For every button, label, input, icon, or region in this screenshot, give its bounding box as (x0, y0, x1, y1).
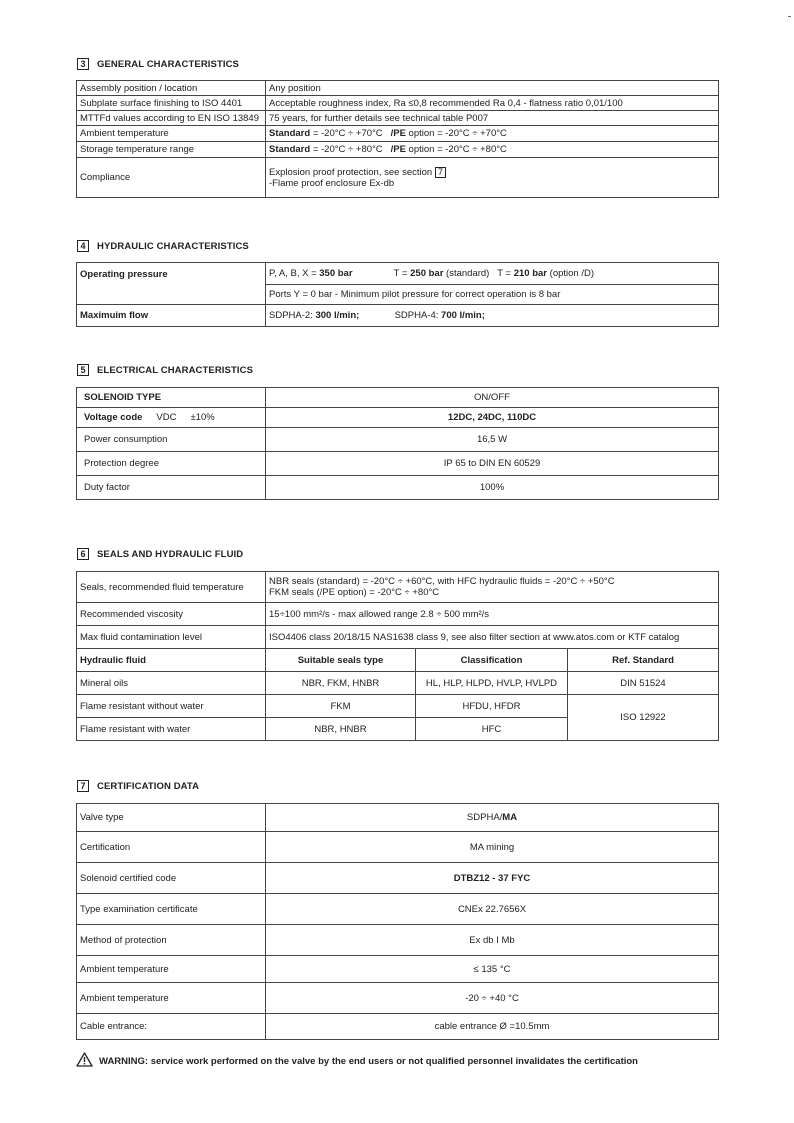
row-value (266, 263, 719, 285)
classification-cell: HFC (416, 718, 568, 741)
table-row (77, 452, 719, 476)
voltage-unit: VDC (156, 412, 177, 423)
table-row (77, 388, 719, 408)
table-header-row (77, 649, 719, 672)
t-note: (option /D) (547, 268, 595, 279)
row-value: 12DC, 24DC, 110DC (266, 408, 719, 428)
hydraulic-characteristics-table (76, 262, 719, 327)
seals-cell: NBR, FKM, HNBR (266, 672, 416, 695)
column-header: Ref. Standard (568, 649, 719, 672)
classification-cell: HFDU, HFDR (416, 695, 568, 718)
row-label: Ambient temperature (77, 956, 266, 983)
ports-label: P, A, B, X = (269, 268, 320, 279)
section-number: 6 (77, 548, 89, 560)
flow-model: SDPHA-4: (394, 310, 442, 321)
row-label: Recommended viscosity (77, 603, 266, 626)
row-label: Cable entrance: (77, 1014, 266, 1040)
column-header: Hydraulic fluid (77, 649, 266, 672)
row-label: Storage temperature range (77, 142, 266, 158)
row-label: Assembly position / location (77, 81, 266, 96)
table-row (77, 111, 719, 126)
pe-value: option = -20°C ÷ +70°C (405, 128, 507, 139)
row-label: Ambient temperature (77, 126, 266, 142)
compliance-line-2: -Flame proof enclosure Ex-db (269, 177, 395, 189)
electrical-characteristics-table (76, 387, 719, 500)
flow-model: SDPHA-2: (269, 310, 316, 321)
table-row (77, 263, 719, 285)
section-title: SEALS AND HYDRAULIC FLUID (97, 548, 244, 560)
ports-value: 350 bar (319, 268, 353, 279)
row-label: Compliance (77, 158, 266, 198)
table-row (77, 832, 719, 863)
seals-cell: NBR, HNBR (266, 718, 416, 741)
fluid-cell: Flame resistant without water (77, 695, 266, 718)
row-label: Ambient temperature (77, 983, 266, 1014)
row-value: -20 ÷ +40 °C (266, 983, 719, 1014)
standard-cell: ISO 12922 (568, 695, 719, 741)
section-number: 4 (77, 240, 89, 252)
section-title: HYDRAULIC CHARACTERISTICS (97, 240, 249, 252)
table-row (77, 672, 719, 695)
table-row (77, 428, 719, 452)
row-value: DTBZ12 - 37 FYC (266, 863, 719, 894)
row-value: ≤ 135 °C (266, 956, 719, 983)
section-number: 7 (77, 780, 89, 792)
section-title: GENERAL CHARACTERISTICS (97, 58, 239, 70)
row-value: 100% (266, 476, 719, 500)
flow-value: 300 l/min; (315, 310, 360, 321)
row-value (266, 804, 719, 832)
table-row (77, 956, 719, 983)
row-value: 75 years, for further details see technical table P007 (266, 111, 719, 126)
voltage-tolerance: ±10% (190, 412, 215, 423)
compliance-line-1: Explosion proof protection, see section (269, 166, 435, 178)
row-label: Operating pressure (77, 263, 266, 305)
table-row (77, 142, 719, 158)
row-value (266, 572, 719, 603)
row-label: Certification (77, 832, 266, 863)
row-value: ON/OFF (266, 388, 719, 408)
certification-data-table (76, 803, 719, 1040)
general-characteristics-table (76, 80, 719, 198)
fluid-cell: Mineral oils (77, 672, 266, 695)
table-row (77, 408, 719, 428)
section-6-header (77, 548, 243, 560)
row-label: MTTFd values according to EN ISO 13849 (77, 111, 266, 126)
row-value: Ex db I Mb (266, 925, 719, 956)
seals-line-2: FKM seals (/PE option) = -20°C ÷ +80°C (269, 587, 440, 598)
table-row (77, 81, 719, 96)
row-label: Solenoid certified code (77, 863, 266, 894)
warning-icon (76, 1052, 99, 1070)
table-row (77, 695, 719, 718)
table-row (77, 603, 719, 626)
classification-cell: HL, HLP, HLPD, HVLP, HVLPD (416, 672, 568, 695)
warning-note (76, 1052, 638, 1070)
row-value: Acceptable roughness index, Ra ≤0,8 recommended Ra 0,4 - flatness ratio 0,01/100 (266, 96, 719, 111)
warning-text: WARNING: service work performed on the valve by the end users or not qualified personnel invalidates the certification (99, 1055, 638, 1067)
flow-value: 700 l/min; (441, 310, 485, 321)
voltage-label: Voltage code (84, 412, 143, 423)
table-row (77, 626, 719, 649)
pe-value: option = -20°C ÷ +80°C (405, 144, 507, 155)
row-value (266, 158, 719, 198)
seals-line-1: NBR seals (standard) = -20°C ÷ +60°C, with HFC hydraulic fluids = -20°C ÷ +50°C (269, 576, 615, 587)
table-row (77, 96, 719, 111)
table-row (77, 158, 719, 198)
row-value (266, 142, 719, 158)
table-row (77, 1014, 719, 1040)
row-label: Max fluid contamination level (77, 626, 266, 649)
section-number: 3 (77, 58, 89, 70)
table-row (77, 983, 719, 1014)
t-label: T = (497, 268, 514, 279)
row-label: Protection degree (77, 452, 266, 476)
row-value: cable entrance Ø =10.5mm (266, 1014, 719, 1040)
standard-label: Standard (269, 144, 311, 155)
valve-type-suffix: MA (502, 812, 518, 823)
table-row (77, 804, 719, 832)
section-4-header (77, 240, 249, 252)
fluid-cell: Flame resistant with water (77, 718, 266, 741)
row-value: CNEx 22.7656X (266, 894, 719, 925)
row-value (266, 126, 719, 142)
standard-label: Standard (269, 128, 311, 139)
section-title: CERTIFICATION DATA (97, 780, 200, 792)
row-value: ISO4406 class 20/18/15 NAS1638 class 9, see also filter section at www.atos.com or KTF catalog (266, 626, 719, 649)
pe-label: /PE (390, 144, 406, 155)
row-value: MA mining (266, 832, 719, 863)
seals-fluid-table (76, 571, 719, 741)
seals-cell: FKM (266, 695, 416, 718)
row-label: Valve type (77, 804, 266, 832)
row-value: 15÷100 mm²/s - max allowed range 2.8 ÷ 500 mm²/s (266, 603, 719, 626)
row-label: Type examination certificate (77, 894, 266, 925)
pe-label: /PE (390, 128, 406, 139)
row-value: IP 65 to DIN EN 60529 (266, 452, 719, 476)
t-note: (standard) (443, 268, 490, 279)
row-label (77, 408, 266, 428)
page-mark (788, 16, 791, 17)
section-number: 5 (77, 364, 89, 376)
column-header: Classification (416, 649, 568, 672)
section-7-header (77, 780, 199, 792)
table-row (77, 894, 719, 925)
table-row (77, 925, 719, 956)
t-value: 210 bar (513, 268, 548, 279)
row-value: Any position (266, 81, 719, 96)
row-label: Method of protection (77, 925, 266, 956)
valve-type-prefix: SDPHA/ (466, 812, 503, 823)
row-value (266, 305, 719, 327)
table-row (77, 863, 719, 894)
row-value: Ports Y = 0 bar - Minimum pilot pressure for correct operation is 8 bar (266, 285, 719, 305)
row-value: 16,5 W (266, 428, 719, 452)
section-5-header (77, 364, 253, 376)
table-row (77, 305, 719, 327)
section-ref-link[interactable]: 7 (435, 167, 446, 178)
row-label: Subplate surface finishing to ISO 4401 (77, 96, 266, 111)
row-label: SOLENOID TYPE (77, 388, 266, 408)
row-label: Maximuim flow (77, 305, 266, 327)
row-label: Seals, recommended fluid temperature (77, 572, 266, 603)
table-row (77, 476, 719, 500)
standard-cell: DIN 51524 (568, 672, 719, 695)
section-3-header (77, 58, 239, 70)
column-header: Suitable seals type (266, 649, 416, 672)
table-row (77, 126, 719, 142)
table-row (77, 572, 719, 603)
row-label: Duty factor (77, 476, 266, 500)
t-value: 250 bar (410, 268, 444, 279)
t-label: T = (393, 268, 411, 279)
standard-value: = -20°C ÷ +70°C (310, 128, 383, 139)
standard-value: = -20°C ÷ +80°C (310, 144, 383, 155)
row-label: Power consumption (77, 428, 266, 452)
section-title: ELECTRICAL CHARACTERISTICS (97, 364, 254, 376)
